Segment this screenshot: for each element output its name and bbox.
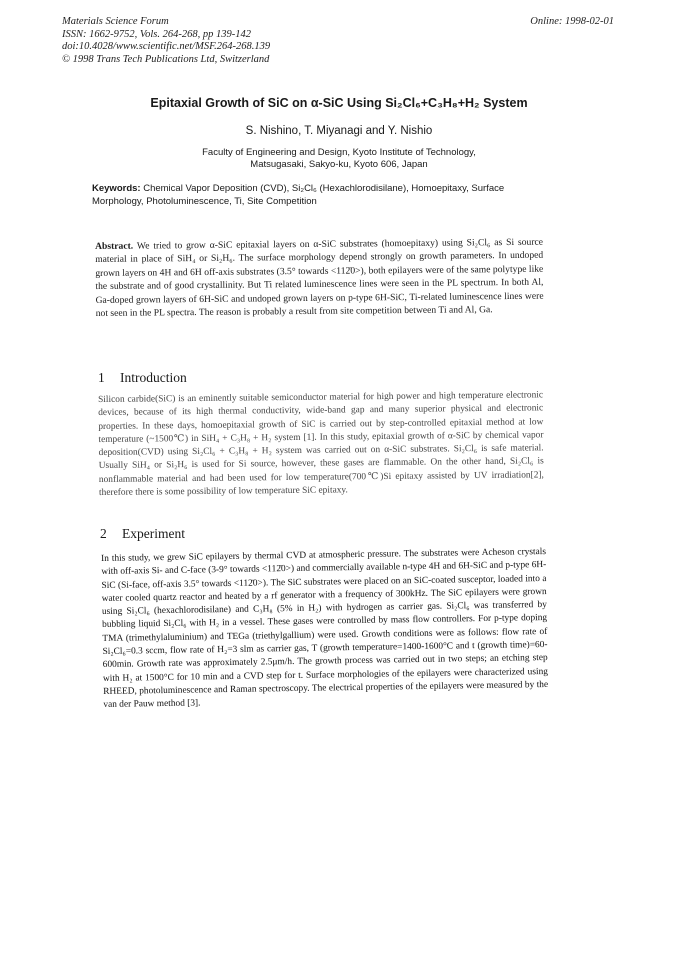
keywords-text: Chemical Vapor Deposition (CVD), Si₂Cl₆ (Hexachlorodisilane), Homoepitaxy, Surface Morphology, Photoluminescence, Ti, Site Competition [92, 183, 505, 207]
online-date: Online: 1998-02-01 [530, 16, 614, 27]
affiliation [0, 147, 678, 170]
section-heading-experiment [100, 526, 185, 542]
paper-title: Epitaxial Growth of SiC on α-SiC Using Si₂Cl₆+C₃H₈+H₂ System [150, 96, 528, 110]
section-heading-introduction [98, 370, 187, 386]
copyright-line: © 1998 Trans Tech Publications Ltd, Switzerland [62, 53, 270, 65]
keywords-block [92, 182, 552, 208]
experiment-paragraph: In this study, we grew SiC epilayers by thermal CVD at atmospheric pressure. The substrates were Acheson crystals with off-axis Si- and C-face (3-9° towards <112̄0>) and commercially available n-type 4H and 6H-SiC and p-type 6H-SiC (Si-face, off-axis 3.5° towards <112̄0>). The SiC substrates were placed on an SiC-coated susceptor, loaded into a water cooled quartz reactor and heated by a rf generator with a frequency of 300kHz. The SiC epilayers were grown using Si₂Cl₆ (hexachlorodisilane) and C₃H₈ (5% in H₂) with hydrogen as carrier gas. Si₂Cl₆ was transferred by bubbling liquid Si₂Cl₆ with H₂ in a vessel. These gases were controlled by mass flow controllers. For p-type doping TMA (trimethylaluminium) and TEGa (triethylgallium) were used. Growth conditions were as follows: flow rate of Si₂Cl₆=0.3 sccm, flow rate of H₂=3 slm as carrier gas, T (growth temperature=1400-1600°C and t (growth time)=60-600min. Growth rate was approximately 2.5μm/h. The growth process was carried out in two steps; an etching step with H₂ at 1500°C for 10 min and a CVD step for t. Surface morphologies of the epilayers were characterized using RHEED, photoluminescence and Raman spectroscopy. The electrical properties of the epilayers were measured by the van der Pauw method [3]. [101, 547, 549, 711]
abstract-block [95, 236, 544, 321]
abstract-label: Abstract. [95, 240, 134, 252]
section-title: Introduction [120, 370, 187, 385]
section-title: Experiment [122, 526, 185, 541]
journal-name: Materials Science Forum [62, 16, 169, 27]
issn-line: ISSN: 1662-9752, Vols. 264-268, pp 139-142 [62, 28, 251, 40]
affiliation-line-2: Matsugasaki, Sakyo-ku, Kyoto 606, Japan [250, 158, 428, 170]
introduction-paragraph: Silicon carbide(SiC) is an eminently suitable semiconductor material for high power and high temperature electronic devices, because of its high thermal conductivity, wide-band gap and many superior physical and electronic properties. In these days, homoepitaxial growth of SiC is carried out by step-controlled epitaxial method at low temperature (~1500℃) in SiH₄ + C₃H₈ + H₂ system [1]. In this study, epitaxial growth of α-SiC by chemical vapor deposition(CVD) using Si₂Cl₆ + C₃H₈ + H₂ system was carried out on α-SiC substrates. Si₂Cl₆ is safe material. Usually SiH₄ or Si₂H₆ is used for Si source, however, these gases are flammable. On the other hand, Si₂Cl₆ is nonflammable material and had been used for low temperature(700℃)Si epitaxy assisted by UV irradiation[2], therefore there is some possibility of low temperature SiC epitaxy. [98, 390, 544, 499]
section-number: 2 [100, 526, 107, 541]
keywords-label: Keywords: [92, 183, 141, 194]
journal-header [62, 16, 270, 66]
doi-line[interactable]: doi:10.4028/www.scientific.net/MSF.264-268.139 [62, 41, 271, 52]
abstract-text: We tried to grow α-SiC epitaxial layers on α-SiC substrates (homoepitaxy) using Si₂Cl₆ as Si source material in place of SiH₄ or Si₂H₆. The surface morphology depend strongly on growth parameters. In undoped grown layers on 4H and 6H off-axis substrates (3.5° towards <112̄0>), both epilayers were of the same polytype like the substrate and of good crystallinity. But Ti related luminescence lines were seen in the PL spectrum. In both Al, Ga-doped grown layers of 6H-SiC and undoped grown layers on p-type 6H-SiC, Ti-related luminescence lines were not seen in the PL spectra. The reason is probably a result from site competition between Ti and Al, Ga. [95, 236, 544, 320]
affiliation-line-1: Faculty of Engineering and Design, Kyoto Institute of Technology, [202, 147, 476, 158]
paper-authors: S. Nishino, T. Miyanagi and Y. Nishio [245, 125, 433, 137]
section-number: 1 [98, 370, 105, 385]
